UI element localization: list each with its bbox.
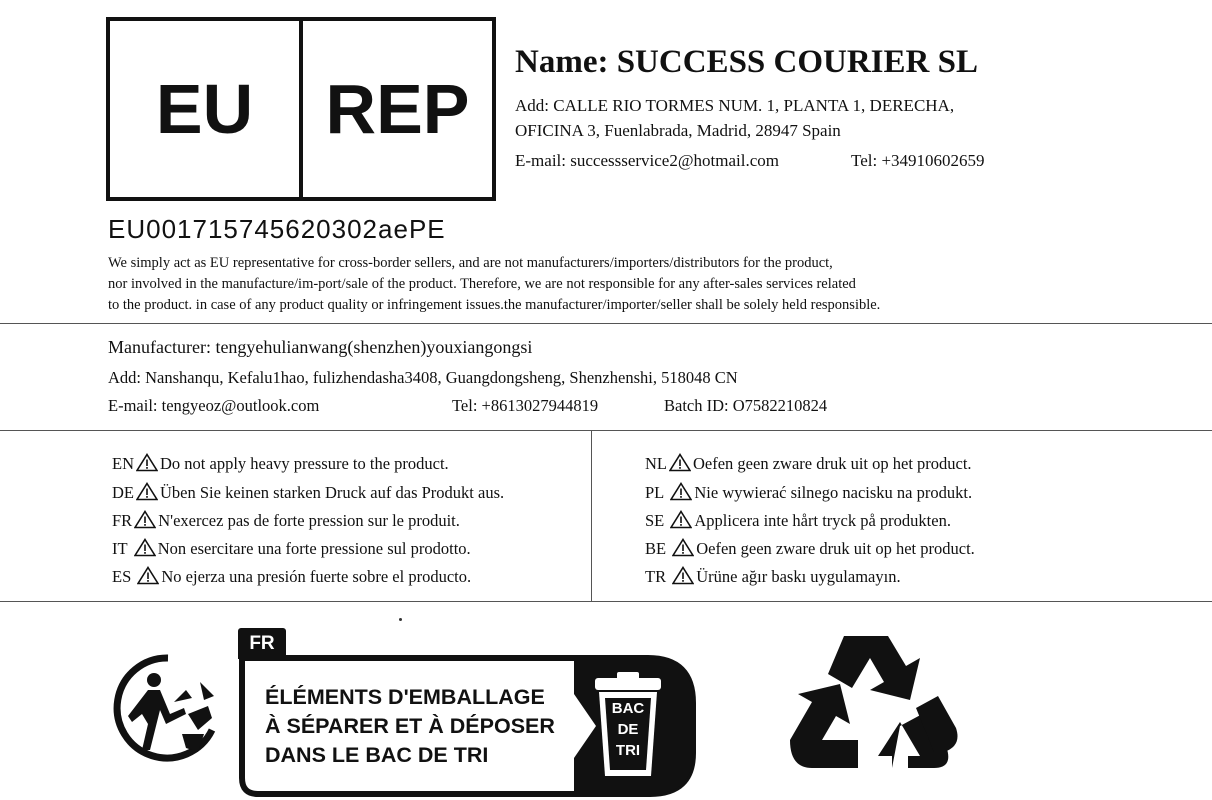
warning-text: N'exercez pas de forte pression sur le produit. <box>158 511 460 530</box>
warning-item <box>645 538 975 559</box>
bin-label: BAC <box>611 700 645 717</box>
warning-item <box>112 482 504 503</box>
warning-lang: NL <box>645 454 667 473</box>
warning-text: Non esercitare una forte pressione sul prodotto. <box>157 539 471 558</box>
warning-triangle-icon <box>137 566 159 585</box>
warning-triangle-icon <box>670 482 692 501</box>
warning-item <box>645 510 951 531</box>
warning-lang: PL <box>645 483 665 502</box>
warning-text: Applicera inte hårt tryck på produkten. <box>694 511 951 530</box>
warning-item <box>112 538 471 559</box>
eu-code: EU001715745620302aePE <box>108 214 446 244</box>
representative-name: Name: SUCCESS COURIER SL <box>515 44 978 80</box>
warning-lang: DE <box>112 483 134 502</box>
warning-triangle-icon <box>672 538 694 557</box>
manufacturer-email: E-mail: tengyeoz@outlook.com <box>108 396 320 415</box>
disclaimer-line: nor involved in the manufacture/im-port/sale of the product. Therefore, we are not responsible for any after-sales services related <box>108 276 856 292</box>
warning-text: Ürüne ağır baskı uygulamayın. <box>696 567 901 586</box>
representative-tel: Tel: +34910602659 <box>851 151 985 170</box>
warning-lang: FR <box>112 511 133 530</box>
triman-line: À SÉPARER ET À DÉPOSER <box>265 714 555 738</box>
disclaimer-line: to the product. in case of any product quality or infringement issues.the manufacturer/importer/seller shall be solely held responsible. <box>108 297 881 313</box>
triman-icon <box>112 652 224 764</box>
warning-item <box>112 453 449 474</box>
fr-tab: FR <box>238 628 286 659</box>
warning-text: Oefen geen zware druk uit op het product. <box>693 454 972 473</box>
manufacturer-address: Add: Nanshanqu, Kefalu1hao, fulizhendasha3408, Guangdongsheng, Shenzhenshi, 518048 CN <box>108 368 738 387</box>
warning-lang: TR <box>645 567 667 586</box>
disclaimer-line: We simply act as EU representative for cross-border sellers, and are not manufacturers/importers/distributors for the product, <box>108 255 833 271</box>
warning-item <box>645 566 901 587</box>
recycle-icon <box>788 628 958 788</box>
eu-rep-left: EU <box>155 70 254 148</box>
representative-address-line2: OFICINA 3, Fuenlabrada, Madrid, 28947 Spain <box>515 121 841 140</box>
manufacturer-tel: Tel: +8613027944819 <box>452 396 599 415</box>
warning-lang: ES <box>112 567 132 586</box>
warning-lang: SE <box>645 511 665 530</box>
divider <box>0 323 1212 324</box>
bin-label: TRI <box>615 742 641 759</box>
warning-item <box>645 453 972 474</box>
eu-rep-symbol <box>106 17 496 201</box>
triman-line: DANS LE BAC DE TRI <box>265 743 489 767</box>
warning-text: Nie wywierać silnego nacisku na produkt. <box>694 483 973 502</box>
warning-triangle-icon <box>136 482 158 501</box>
warning-lang: EN <box>112 454 134 473</box>
manufacturer-name: Manufacturer: tengyehulianwang(shenzhen)youxiangongsi <box>108 337 533 357</box>
triman-line: ÉLÉMENTS D'EMBALLAGE <box>265 685 545 709</box>
warning-triangle-icon <box>672 566 694 585</box>
speck <box>399 618 402 621</box>
divider <box>0 601 1212 602</box>
bin-label: DE <box>617 721 639 738</box>
representative-email: E-mail: successservice2@hotmail.com <box>515 151 779 170</box>
warning-text: No ejerza una presión fuerte sobre el producto. <box>161 567 472 586</box>
warning-text: Oefen geen zware druk uit op het product. <box>696 539 975 558</box>
warning-item <box>112 566 471 587</box>
warning-text: Üben Sie keinen starken Druck auf das Produkt aus. <box>160 483 505 502</box>
divider <box>0 430 1212 431</box>
representative-address-line1: Add: CALLE RIO TORMES NUM. 1, PLANTA 1, DERECHA, <box>515 96 955 115</box>
warning-item <box>645 482 972 503</box>
warning-text: Do not apply heavy pressure to the product. <box>160 454 449 473</box>
warning-triangle-icon <box>670 510 692 529</box>
eu-rep-right: REP <box>299 21 492 197</box>
warning-lang: BE <box>645 539 667 558</box>
warning-item <box>112 510 460 531</box>
warning-triangle-icon <box>134 538 156 557</box>
warning-triangle-icon <box>136 453 158 472</box>
warning-triangle-icon <box>134 510 156 529</box>
column-divider <box>591 431 592 601</box>
manufacturer-batch-id: Batch ID: O7582210824 <box>664 396 828 415</box>
warning-triangle-icon <box>669 453 691 472</box>
warning-lang: IT <box>112 539 128 558</box>
